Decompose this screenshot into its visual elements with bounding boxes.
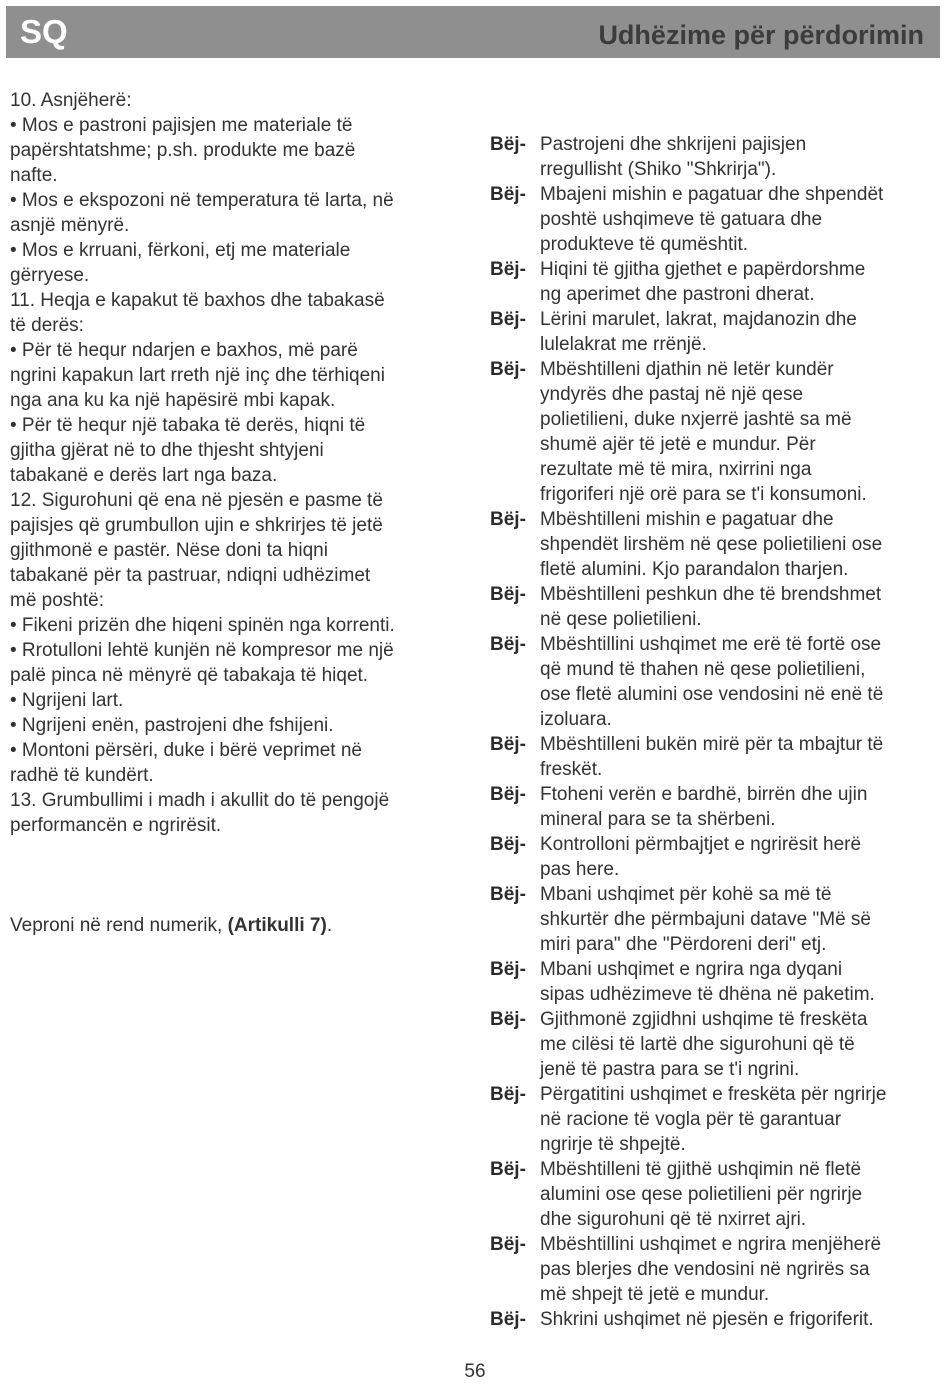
do-item-line: Mbështillini ushqimet e ngrira menjëherë: [540, 1234, 882, 1255]
do-item-line: mineral para se ta shërbeni.: [540, 809, 776, 830]
left-text-line: • Fikeni prizën dhe hiqeni spinën nga korrenti.: [10, 615, 395, 636]
do-item-line: fletë alumini. Kjo parandalon tharjen.: [540, 559, 849, 580]
closing-text: Veproni në rend numerik,: [10, 915, 228, 936]
left-text-line: • Mos e ekspozoni në temperatura të larta, në: [10, 190, 394, 211]
left-text-line: nga ana ku ka një hapësirë mbi kapak.: [10, 390, 336, 411]
do-list-item: [490, 182, 940, 257]
left-text-line: • Mos e krruani, fërkoni, etj me materiale: [10, 240, 351, 261]
left-text-line: tabakanë e derës lart nga baza.: [10, 465, 278, 486]
do-label: Bëj-: [490, 884, 526, 905]
left-text-line: • Për të hequr një tabaka të derës, hiqni të: [10, 415, 366, 436]
do-item-line: Pastrojeni dhe shkrijeni pajisjen: [540, 134, 807, 155]
left-text-line: 11. Heqja e kapakut të baxhos dhe tabakasë: [10, 290, 385, 311]
do-label: Bëj-: [490, 259, 526, 280]
do-list-item: [490, 882, 940, 957]
do-item-line: poshtë ushqimeve të gatuara dhe: [540, 209, 823, 230]
do-item-line: jenë të pastra para se t'i ngrini.: [540, 1059, 800, 1080]
do-item-text: [540, 182, 883, 257]
page-header: [6, 6, 940, 58]
do-item-line: Mbështilleni të gjithë ushqimin në fletë: [540, 1159, 862, 1180]
left-text-line: ngrini kapakun lart rreth një inç dhe tërhiqeni: [10, 365, 385, 386]
do-label: Bëj-: [490, 959, 526, 980]
do-item-line: freskët.: [540, 759, 603, 780]
left-text-line: 12. Sigurohuni që ena në pjesën e pasme të: [10, 490, 383, 511]
do-list-item: [490, 732, 940, 782]
do-item-line: produkteve të qumështit.: [540, 234, 749, 255]
do-item-text: [540, 1232, 881, 1307]
do-list-item: [490, 307, 940, 357]
left-text-line: performancën e ngrirësit.: [10, 815, 222, 836]
do-item-line: shpendët lirshëm në qese polietilieni ose: [540, 534, 883, 555]
left-text-line: 13. Grumbullimi i madh i akullit do të pengojë: [10, 790, 390, 811]
do-label: Bëj-: [490, 359, 526, 380]
do-item-text: [540, 1007, 867, 1082]
do-item-line: Shkrini ushqimet në pjesën e frigoriferit.: [540, 1309, 874, 1330]
do-item-line: ng aperimet dhe pastroni dherat.: [540, 284, 815, 305]
closing-end: .: [326, 915, 333, 936]
do-item-text: [540, 832, 861, 882]
left-text-line: asnjë mënyrë.: [10, 215, 130, 236]
do-list-item: [490, 1082, 940, 1157]
do-item-line: rregullisht (Shiko "Shkrirja").: [540, 159, 777, 180]
do-list-item: [490, 1007, 940, 1082]
left-text-line: më poshtë:: [10, 590, 104, 611]
do-item-line: yndyrës dhe pastaj në një qese: [540, 384, 804, 405]
left-column-text: [10, 88, 455, 838]
do-list-item: [490, 832, 940, 882]
do-item-line: me cilësi të lartë dhe sigurohuni që të: [540, 1034, 855, 1055]
do-label: Bëj-: [490, 584, 526, 605]
left-column: [10, 88, 455, 938]
do-label: Bëj-: [490, 1309, 526, 1330]
do-label: Bëj-: [490, 134, 526, 155]
do-list-item: [490, 357, 940, 507]
do-label: Bëj-: [490, 634, 526, 655]
do-item-line: Përgatitini ushqimet e freskëta për ngrirje: [540, 1084, 887, 1105]
do-item-text: [540, 507, 882, 582]
page-number: 56: [464, 1361, 486, 1382]
do-item-line: që mund të thahen në qese polietilieni,: [540, 659, 866, 680]
closing-note: [10, 913, 455, 938]
left-text-line: tabakanë për ta pastruar, ndiqni udhëzimet: [10, 565, 371, 586]
do-list-item: [490, 632, 940, 732]
do-item-text: [540, 882, 871, 957]
do-item-line: Mbajeni mishin e pagatuar dhe shpendët: [540, 184, 884, 205]
do-item-line: pas here.: [540, 859, 620, 880]
left-text-line: • Ngrijeni lart.: [10, 690, 124, 711]
left-text-line: gjithmonë e pastër. Nëse doni ta hiqni: [10, 540, 328, 561]
left-text-line: papërshtatshme; p.sh. produkte me bazë: [10, 140, 356, 161]
do-item-line: Mbështilleni djathin në letër kundër: [540, 359, 834, 380]
left-text-line: të derës:: [10, 315, 84, 336]
do-item-text: [540, 1307, 874, 1332]
do-label: Bëj-: [490, 309, 526, 330]
do-label: Bëj-: [490, 1084, 526, 1105]
do-item-line: shumë ajër të jetë e mundur. Për: [540, 434, 816, 455]
left-text-line: palë pinca në mënyrë që tabakaja të hiqet.: [10, 665, 369, 686]
do-item-text: [540, 782, 867, 832]
left-text-line: pajisjes që grumbullon ujin e shkrirjes të jetë: [10, 515, 383, 536]
do-label: Bëj-: [490, 184, 526, 205]
left-text-line: • Ngrijeni enën, pastrojeni dhe fshijeni.: [10, 715, 334, 736]
do-item-text: [540, 257, 865, 307]
language-code: SQ: [20, 13, 68, 50]
do-list-item: [490, 257, 940, 307]
do-item-text: [540, 307, 857, 357]
do-item-line: rezultate më të mira, nxirrini nga: [540, 459, 812, 480]
do-item-line: në qese polietilieni.: [540, 609, 702, 630]
do-list-item: [490, 132, 940, 182]
left-text-line: • Mos e pastroni pajisjen me materiale të: [10, 115, 353, 136]
do-item-line: shkurtër dhe përmbajuni datave "Më së: [540, 909, 871, 930]
do-list-item: [490, 507, 940, 582]
do-item-line: Hiqini të gjitha gjethet e papërdorshme: [540, 259, 866, 280]
do-item-text: [540, 357, 867, 507]
do-label: Bëj-: [490, 1159, 526, 1180]
left-text-line: • Rrotulloni lehtë kunjën në kompresor me një: [10, 640, 394, 661]
do-item-line: dhe sigurohuni që të nxirret ajri.: [540, 1209, 807, 1230]
left-text-line: radhë të kundërt.: [10, 765, 154, 786]
left-text-line: gërryese.: [10, 265, 90, 286]
do-item-text: [540, 1157, 862, 1232]
do-list-item: [490, 1307, 940, 1332]
do-list-item: [490, 782, 940, 832]
do-item-text: [540, 632, 883, 732]
do-item-line: Mbani ushqimet e ngrira nga dyqani: [540, 959, 843, 980]
do-item-line: miri para" dhe "Përdoreni deri" etj.: [540, 934, 827, 955]
page-title: Udhëzime për përdorimin: [598, 20, 924, 50]
right-column-dos-list: [490, 132, 940, 1332]
do-label: Bëj-: [490, 1234, 526, 1255]
spacer: [10, 838, 455, 913]
do-item-line: ose fletë alumini ose vendosini në enë të: [540, 684, 884, 705]
do-item-text: [540, 1082, 886, 1157]
do-item-line: Kontrolloni përmbajtjet e ngrirësit herë: [540, 834, 862, 855]
do-label: Bëj-: [490, 509, 526, 530]
do-item-line: izoluara.: [540, 709, 612, 730]
do-item-text: [540, 732, 883, 782]
do-label: Bëj-: [490, 734, 526, 755]
do-item-line: Mbështillini ushqimet me erë të fortë ose: [540, 634, 882, 655]
do-label: Bëj-: [490, 834, 526, 855]
do-item-line: lulelakrat me rrënjë.: [540, 334, 707, 355]
do-item-line: Ftoheni verën e bardhë, birrën dhe ujin: [540, 784, 868, 805]
do-item-text: [540, 957, 875, 1007]
do-item-line: sipas udhëzimeve të dhëna në paketim.: [540, 984, 875, 1005]
do-list-item: [490, 1232, 940, 1307]
do-item-line: frigoriferi një orë para se t'i konsumoni.: [540, 484, 867, 505]
do-item-line: alumini ose qese polietilieni për ngrirje: [540, 1184, 863, 1205]
do-item-line: polietilieni, duke nxjerrë jashtë sa më: [540, 409, 852, 430]
do-list-item: [490, 1157, 940, 1232]
do-item-line: Mbështilleni mishin e pagatuar dhe: [540, 509, 834, 530]
left-text-line: • Montoni përsëri, duke i bërë veprimet në: [10, 740, 362, 761]
do-item-line: pas blerjes dhe vendosini në ngrirës sa: [540, 1259, 870, 1280]
left-text-line: 10. Asnjëherë:: [10, 90, 132, 111]
do-item-text: [540, 132, 806, 182]
do-list-item: [490, 957, 940, 1007]
do-item-line: më shpejt të jetë e mundur.: [540, 1284, 770, 1305]
closing-bold: (Artikulli 7): [227, 915, 327, 936]
left-text-line: gjitha gjërat në to dhe thjesht shtyjeni: [10, 440, 324, 461]
do-item-text: [540, 582, 881, 632]
left-text-line: nafte.: [10, 165, 58, 186]
do-item-line: Gjithmonë zgjidhni ushqime të freskëta: [540, 1009, 868, 1030]
do-item-line: ngrirje të shpejtë.: [540, 1134, 686, 1155]
do-item-line: Mbështilleni peshkun dhe të brendshmet: [540, 584, 882, 605]
do-label: Bëj-: [490, 784, 526, 805]
do-list-item: [490, 582, 940, 632]
do-item-line: në racione të vogla për të garantuar: [540, 1109, 842, 1130]
do-item-line: Lërini marulet, lakrat, majdanozin dhe: [540, 309, 857, 330]
do-label: Bëj-: [490, 1009, 526, 1030]
do-item-line: Mbani ushqimet për kohë sa më të: [540, 884, 832, 905]
do-item-line: Mbështilleni bukën mirë për ta mbajtur të: [540, 734, 884, 755]
left-text-line: • Për të hequr ndarjen e baxhos, më parë: [10, 340, 358, 361]
